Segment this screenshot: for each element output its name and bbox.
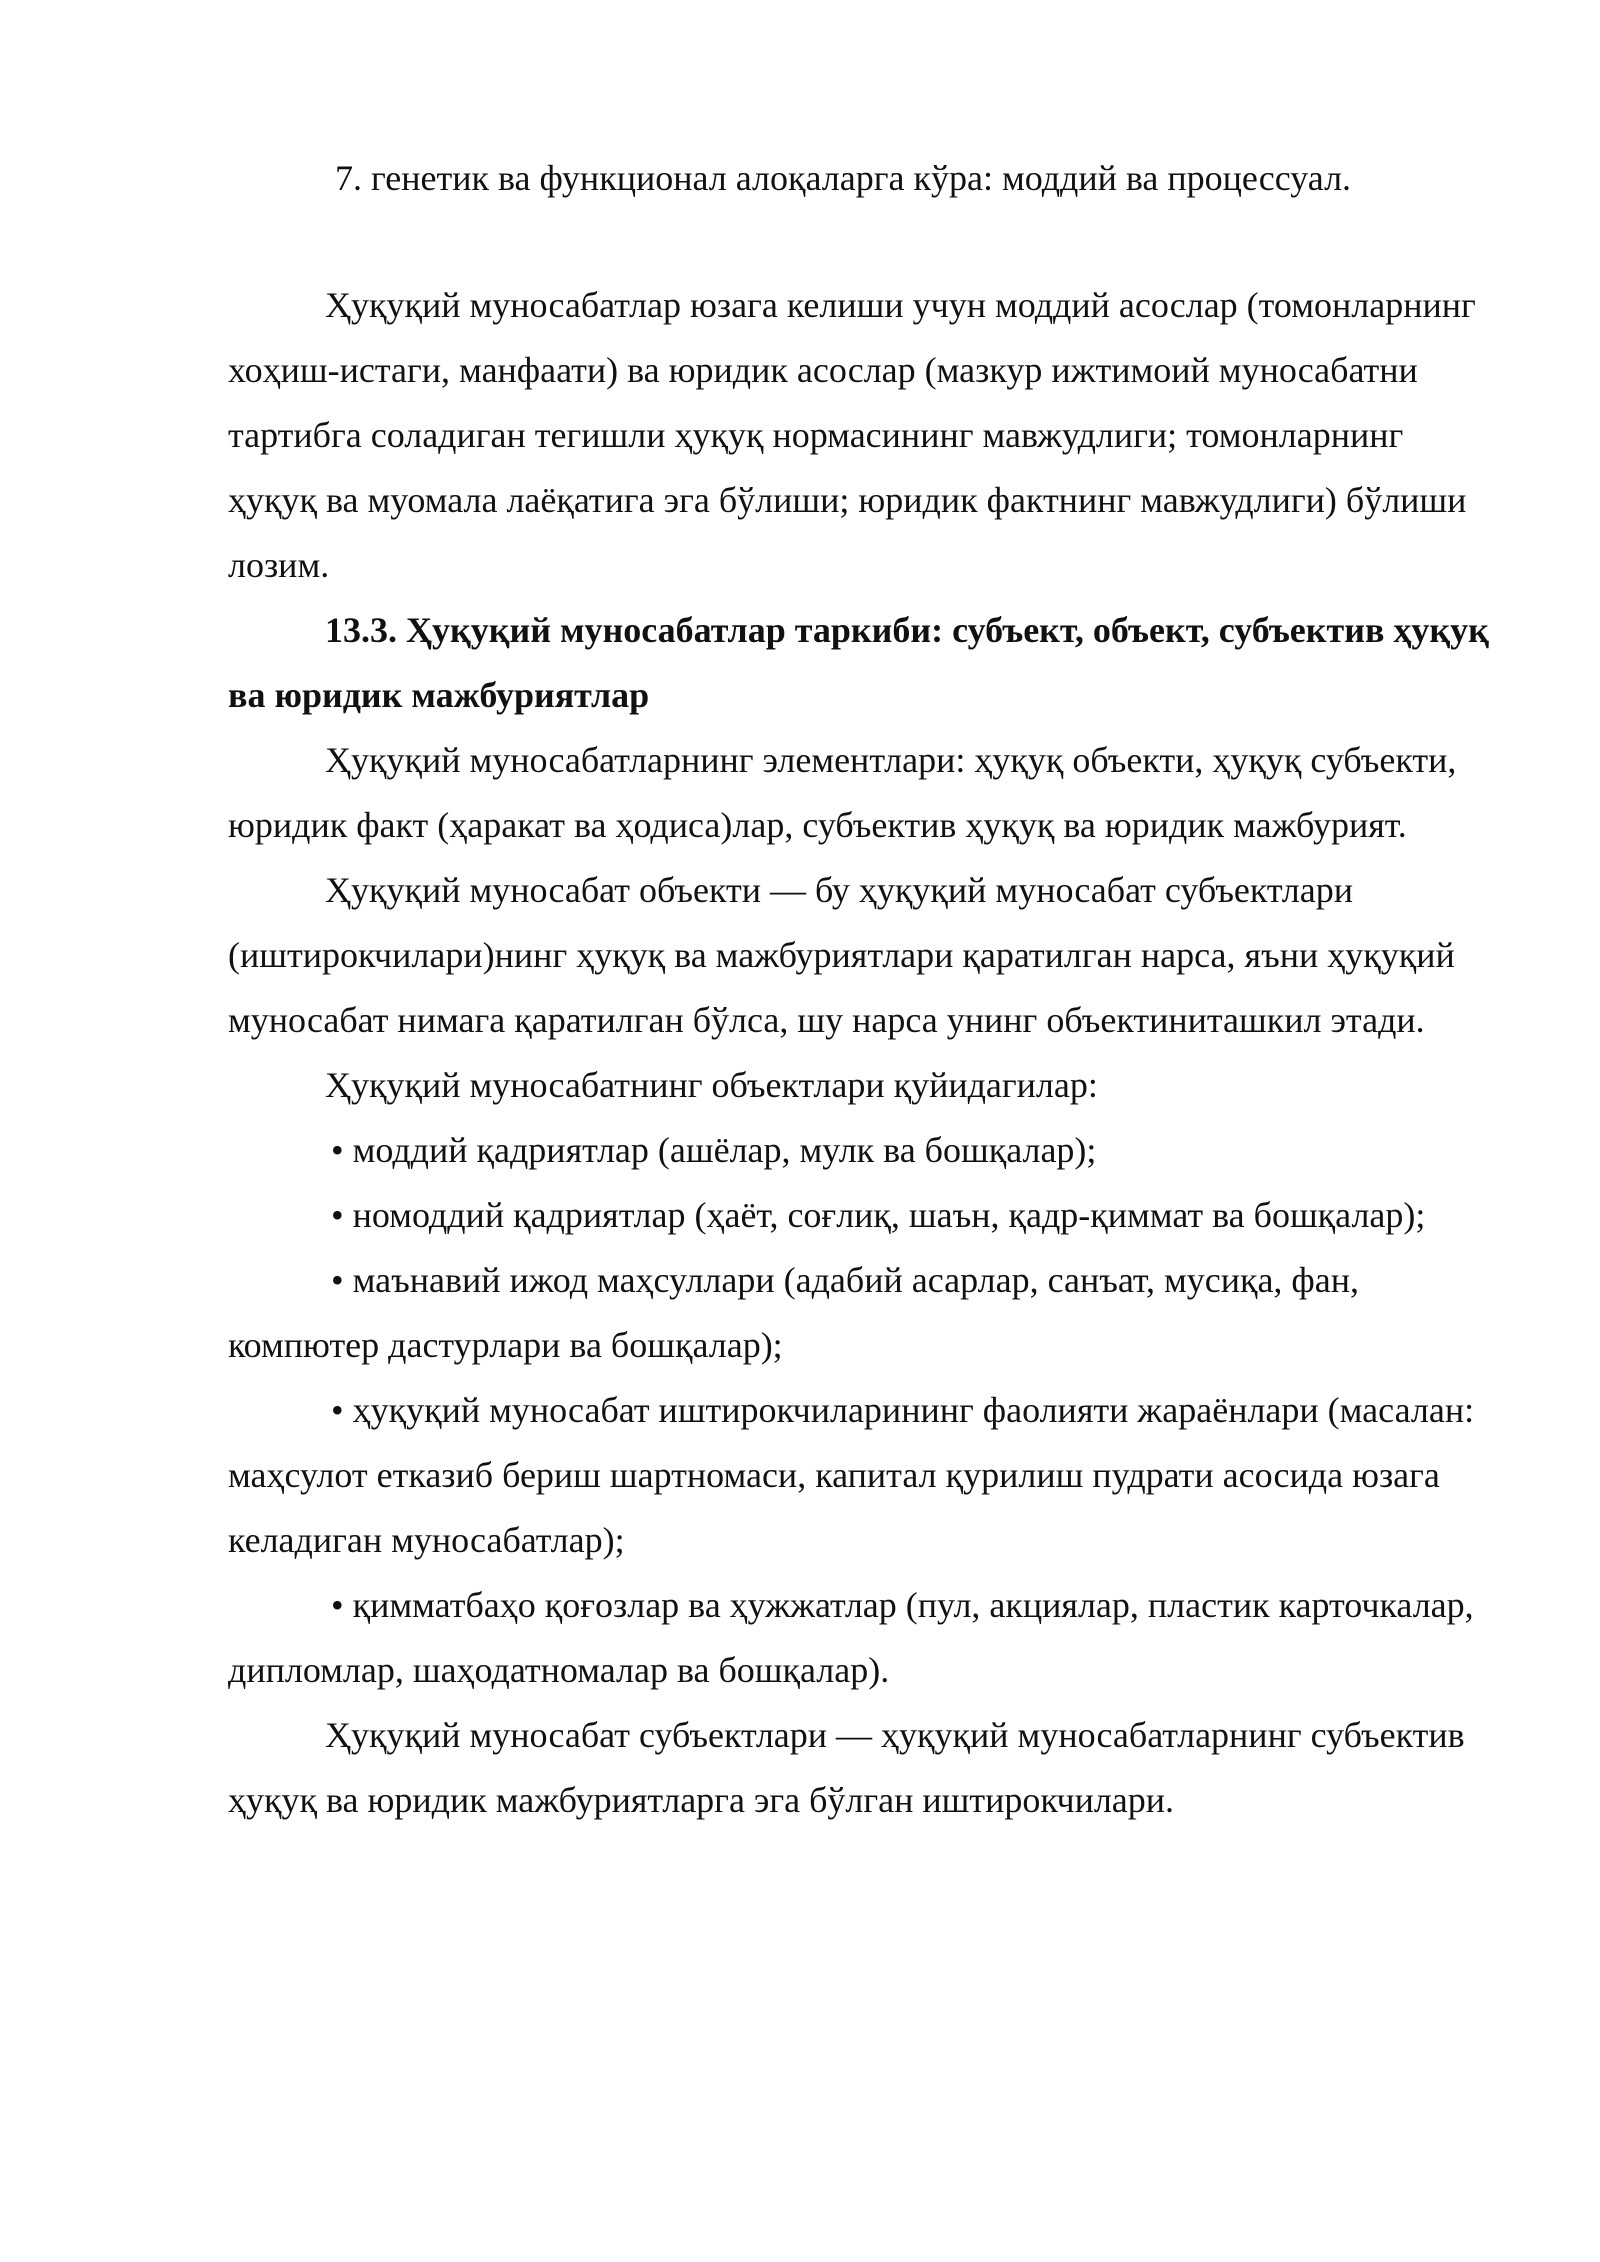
bullet-item-nonmaterial-values: • номоддий қадриятлар (ҳаёт, соғлиқ, шаън, қадр-қиммат ва бошқалар);	[331, 1195, 1426, 1235]
section-heading: 13.3. Ҳуқуқий муносабатлар таркиби: субъект, объект, субъектив ҳуқуқ ва юридик мажбуриятлар	[228, 610, 1489, 715]
paragraph-object-definition: Ҳуқуқий муносабат объекти — бу ҳуқуқий муносабат субъектлари (иштирокчилари)нинг ҳуқуқ ва мажбуриятлари қаратилган нарса, яъни ҳуқуқий муносабат нимага қаратилган бўлса, шу нарса унинг объектиниташкил этади.	[228, 870, 1455, 1040]
paragraph-legal-bases: Ҳуқуқий муносабатлар юзага келиши учун моддий асослар (томонларнинг хоҳиш-истаги, манфаати) ва юридик асослар (мазкур ижтимоий муносабатни тартибга соладиган тегишли ҳуқуқ нормасининг мавжудлиги; томонларнинг ҳуқуқ ва муомала лаёқатига эга бўлиши; юридик фактнинг мавжудлиги) бўлиши лозим.	[228, 285, 1476, 585]
bullet-item-securities-documents: • қимматбаҳо қоғозлар ва ҳужжатлар (пул, акциялар, пластик карточкалар, дипломлар, шаҳодатномалар ва бошқалар).	[228, 1585, 1474, 1690]
document-body	[228, 146, 1490, 1833]
bullet-item-material-values: • моддий қадриятлар (ашёлар, мулк ва бошқалар);	[331, 1130, 1097, 1170]
bullet-item-activity-processes: • ҳуқуқий муносабат иштирокчиларининг фаолияти жараёнлари (масалан: маҳсулот етказиб бериш шартномаси, капитал қурилиш пудрати асосида юзага келадиган муносабатлар);	[228, 1390, 1475, 1560]
bullet-item-creative-products: • маънавий ижод маҳсуллари (адабий асарлар, санъат, мусиқа, фан, компютер дастурлари ва бошқалар);	[228, 1260, 1360, 1365]
paragraph-elements: Ҳуқуқий муносабатларнинг элементлари: ҳуқуқ объекти, ҳуқуқ субъекти, юридик факт (ҳаракат ва ҳодиса)лар, субъектив ҳуқуқ ва юридик мажбурият.	[228, 740, 1457, 845]
numbered-item: 7. генетик ва функционал алоқаларга кўра: моддий ва процессуал.	[335, 158, 1352, 198]
paragraph-objects-intro: Ҳуқуқий муносабатнинг объектлари қуйидагилар:	[325, 1065, 1098, 1105]
paragraph-subjects-definition: Ҳуқуқий муносабат субъектлари — ҳуқуқий муносабатларнинг субъектив ҳуқуқ ва юридик мажбуриятларга эга бўлган иштирокчилари.	[228, 1715, 1465, 1820]
